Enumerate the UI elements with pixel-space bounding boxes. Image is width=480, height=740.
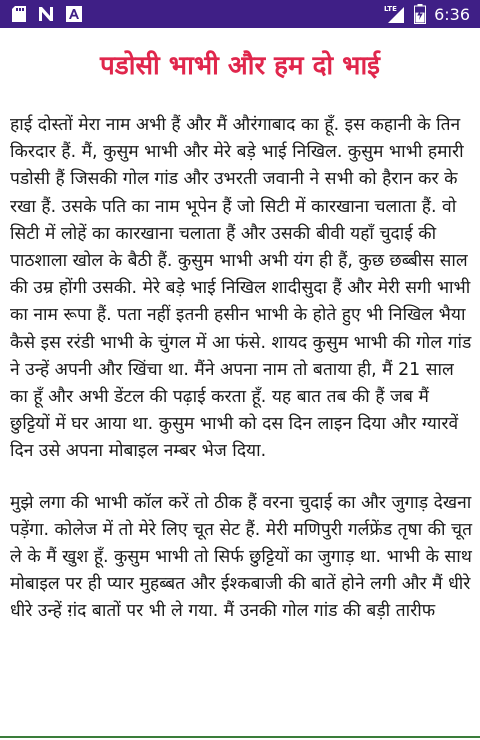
lte-signal-icon bbox=[384, 4, 406, 24]
status-left-icons bbox=[12, 6, 82, 22]
article-paragraph: मुझे लगा की भाभी कॉल करें तो ठीक हैं वरना चुदाई का और जुगाड़ देखना पड़ेंगा. कोलेज में तो मेरे लिए चूत सेट हैं. मेरी मणिपुरी गर्लफ्रेंड तृषा की चूत ले के मैं खुश हूँ. कुसुम भाभी तो सिर्फ छुट्टियों का जुगाड़ था. भाभी के साथ मोबाइल पर ही प्यार मुहब्बत और ईश्कबाजी की बातें होने लगी और मैं धीरे धीरे उन्हें ग़ंद बातों पर भी ले गया. मैं उनकी गोल गांड की बड़ी तारीफ bbox=[10, 492, 473, 622]
n-icon bbox=[38, 6, 54, 22]
a-icon bbox=[66, 6, 82, 22]
link-underline bbox=[0, 736, 480, 738]
lte-label: LTE bbox=[384, 5, 397, 13]
article-title: पडोसी भाभी और हम दो भाई bbox=[100, 51, 380, 81]
status-right-icons bbox=[384, 4, 470, 24]
status-time: 6:36 bbox=[434, 4, 470, 24]
battery-icon bbox=[414, 4, 426, 24]
sd-card-icon bbox=[12, 6, 26, 22]
status-bar bbox=[0, 0, 480, 28]
article-body[interactable] bbox=[10, 112, 472, 650]
article-paragraph: हाई दोस्तों मेरा नाम अभी हैं और मैं औरंगाबाद का हूँ. इस कहानी के तिन किरदार हैं. मैं, कुसुम भाभी और मेरे बड़े भाई निखिल. कुसुम भाभी हमारी पडोसी हैं जिसकी गोल गांड और उभरती जवानी ने सभी को हैरान कर के रखा हैं. उसके पति का नाम भूपेन हैं जो सिटी में कारखाना चलाता हैं. वो सिटी में लोहें का कारखाना चलाता हैं और उसकी बीवी यहाँ चुदाई की पाठशाला खोल के बैठी हैं. कुसुम भाभी अभी यंग ही हैं, कुछ छब्बीस साल की उम्र होंगी उसकी. मेरे बड़े भाई निखिल शादीसुदा हैं और मेरी सगी भाभी का नाम रूपा हैं. पता नहीं इतनी हसीन भाभी के होते हुए भी निखिल भैया कैसे इस ररंडी भाभी के चुंगल में आ फंसे. शायद कुसुम भाभी की गोल गांड ने उन्हें अपनी और खिंचा था. मैंने अपना नाम तो बताया ही, मैं 21 साल का हूँ और अभी डेंटल की पढ़ाई करता हूँ. यह बात तब की हैं जब मैं छुट्टियों में घर आया था. कुसुम भाभी को दस दिन लाइन दिया और ग्यारवें दिन उसे अपना मोबाइल नम्बर भेज दिया. bbox=[10, 115, 472, 462]
